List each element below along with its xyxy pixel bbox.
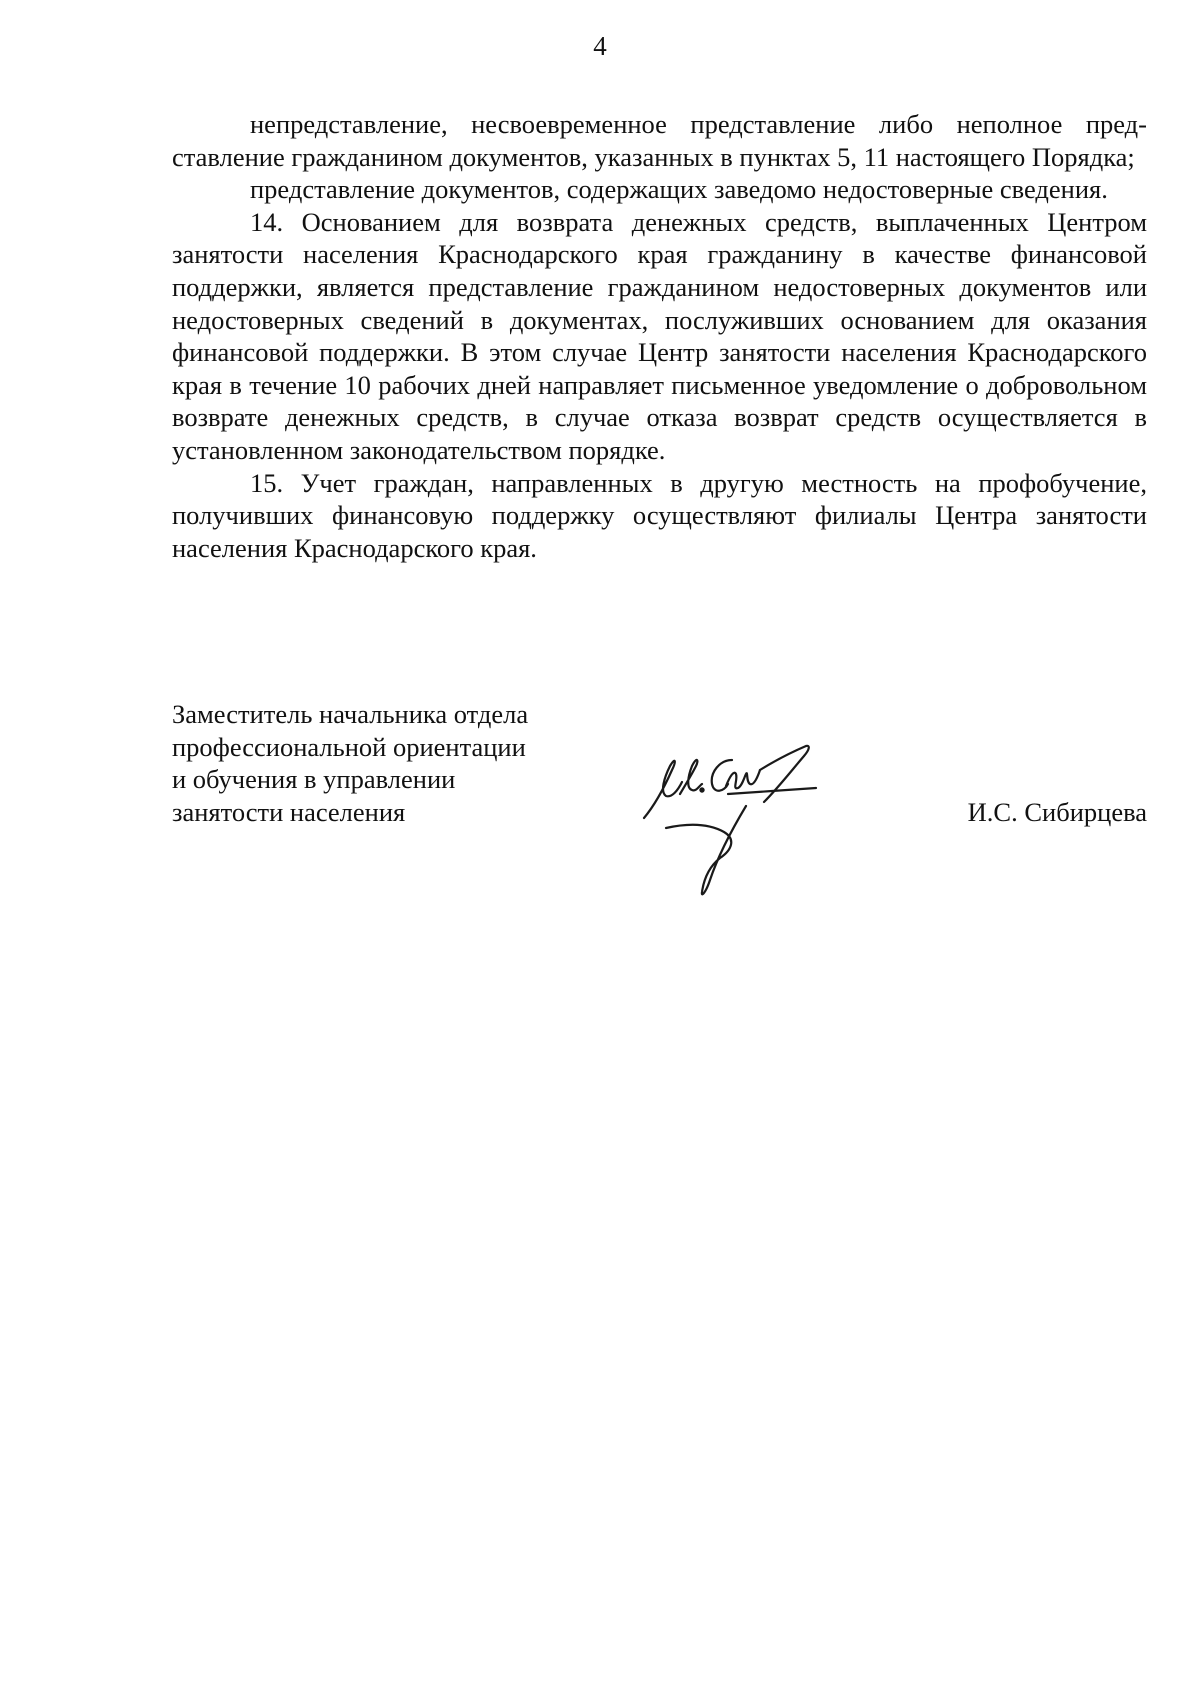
signer-position-line: и обучения в управлении (172, 764, 456, 795)
handwritten-signature-icon (636, 740, 836, 920)
paragraph-false-documents: представление документов, содержащих заведомо недостоверные сведения. (250, 174, 1108, 205)
document-body (172, 108, 1147, 564)
paragraph-non-submission: непредставление, несвоевременное представление либо неполное представление гражданином документов, указанных в пунктах 5, 11 настоящего Порядка; (172, 109, 1147, 172)
signature-block (172, 698, 1147, 918)
signer-position (172, 698, 528, 828)
signer-name: И.С. Сибирцева (967, 797, 1147, 827)
paragraph-15-registration: 15. Учет граждан, направленных в другую местность на профобучение, получивших финансовую поддержку осуществляют филиалы Центра занятости населения Краснодарского края. (172, 467, 1147, 563)
signer-position-line: Заместитель начальника отдела (172, 699, 529, 729)
paragraph-14-refund: 14. Основанием для возврата денежных средств, выплаченных Центром занятости населения Краснодарского края гражданину в качестве финансовой поддержки, является представление гражданином недостоверных документов или недостоверных сведений в документах, послуживших основанием для оказания финансовой поддержки. В этом случае Центр занятости населения Краснодарского края в течение 10 рабочих дней направляет письменное уведомление о добровольном возврате денежных средств, в случае отказа возврат средств осуществляется в установленном законодательством порядке. (172, 206, 1147, 465)
signer-position-line: занятости населения (172, 796, 406, 827)
page-number: 4 (593, 31, 607, 61)
signer-position-line: профессиональной ориентации (172, 731, 526, 762)
